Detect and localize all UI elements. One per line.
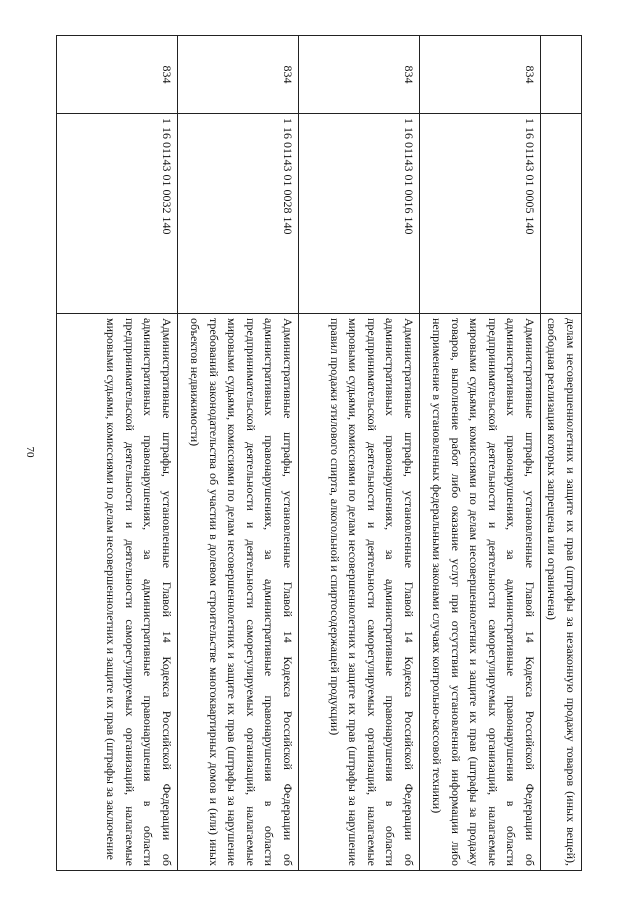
table-row bbox=[420, 36, 541, 871]
description-cell: Административные штрафы, установленные Главой 14 Кодекса Российской Федерации об административных правонарушениях, за административные правонарушения в области предпринимательской деятельности и деятельности саморегулируемых организаций, налагаемые мировыми судьями, комиссиями по делам несовершеннолетних и защите их прав (штрафы за нарушение правил продажи этилового спирта, алкогольной и спиртосодержащей продукции) bbox=[299, 314, 420, 871]
kbk-cell: 1 16 01143 01 0005 140 bbox=[420, 114, 541, 314]
admin-code-cell: 834 bbox=[57, 36, 178, 114]
description-cell: Административные штрафы, установленные Главой 14 Кодекса Российской Федерации об административных правонарушениях, за административные правонарушения в области предпринимательской деятельности и деятельности саморегулируемых организаций, налагаемые мировыми судьями, комиссиями по делам несовершеннолетних и защите их прав (штрафы за заключение bbox=[57, 314, 178, 871]
admin-code-cell bbox=[541, 36, 582, 114]
page-number: 70 bbox=[24, 446, 36, 458]
table-row-continuation bbox=[541, 36, 582, 871]
rotated-table-wrapper bbox=[57, 35, 582, 870]
admin-code-cell: 834 bbox=[420, 36, 541, 114]
kbk-cell bbox=[541, 114, 582, 314]
budget-codes-table bbox=[56, 35, 582, 871]
description-cell: делам несовершеннолетних и защите их прав (штрафы за незаконную продажу товаров (иных вещей), свободная реализация которых запрещена или ограничена) bbox=[541, 314, 582, 871]
table-row bbox=[57, 36, 178, 871]
table-row bbox=[299, 36, 420, 871]
kbk-cell: 1 16 01143 01 0016 140 bbox=[299, 114, 420, 314]
admin-code-cell: 834 bbox=[178, 36, 299, 114]
kbk-cell: 1 16 01143 01 0032 140 bbox=[57, 114, 178, 314]
description-cell: Административные штрафы, установленные Главой 14 Кодекса Российской Федерации об административных правонарушениях, за административные правонарушения в области предпринимательской деятельности и деятельности саморегулируемых организаций, налагаемые мировыми судьями, комиссиями по делам несовершеннолетних и защите их прав (штрафы за продажу товаров, выполнение работ либо оказание услуг при отсутствии установленной информации либо неприменение в установленных федеральными законами случаях контрольно-кассовой техники) bbox=[420, 314, 541, 871]
admin-code-cell: 834 bbox=[299, 36, 420, 114]
kbk-cell: 1 16 01143 01 0028 140 bbox=[178, 114, 299, 314]
description-cell: Административные штрафы, установленные Главой 14 Кодекса Российской Федерации об административных правонарушениях, за административные правонарушения в области предпринимательской деятельности и деятельности саморегулируемых организаций, налагаемые мировыми судьями, комиссиями по делам несовершеннолетних и защите их прав (штрафы за нарушение требований законодательства об участии в долевом строительстве многоквартирных домов и (или) иных объектов недвижимости) bbox=[178, 314, 299, 871]
table-row bbox=[178, 36, 299, 871]
